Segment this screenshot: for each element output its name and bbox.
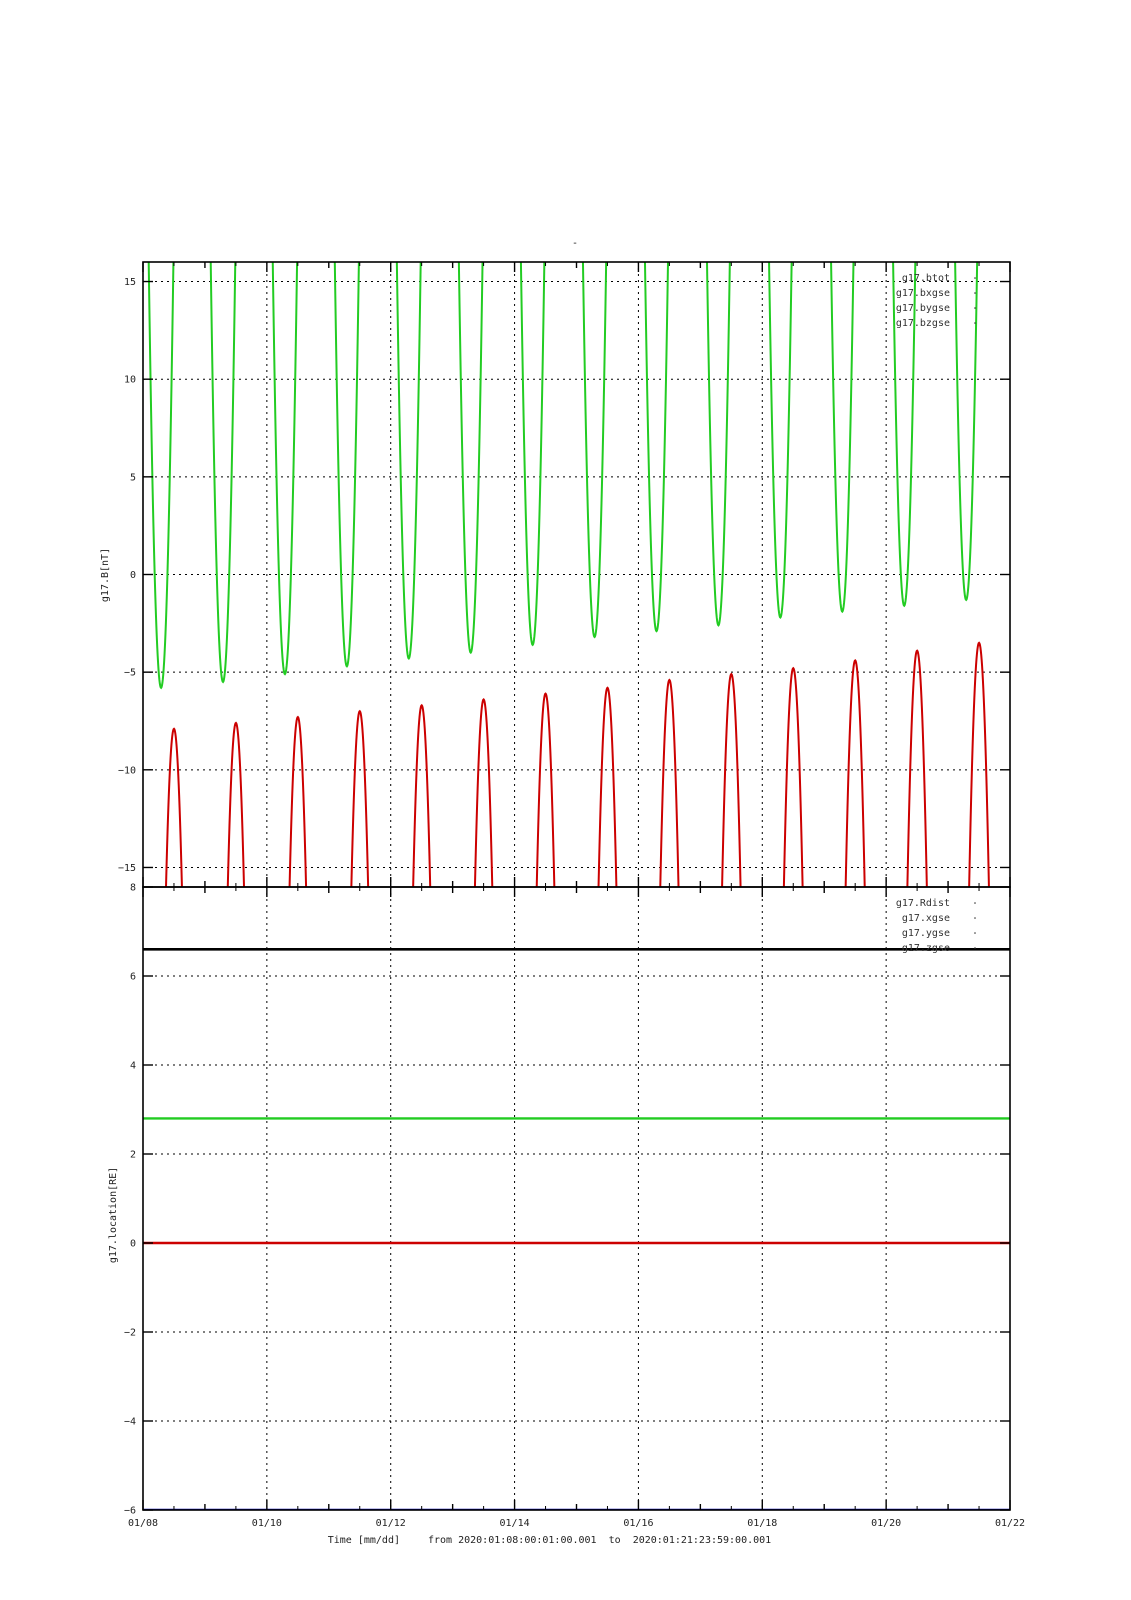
y-tick-label: 2 [129,1149,136,1161]
legend-marker [974,322,976,324]
y-tick-label: 5 [129,472,136,484]
series-line-bygse [143,242,1010,687]
y-tick-label: −4 [123,1416,136,1428]
y-tick-label: −6 [123,1505,136,1517]
time-range-text: from 2020:01:08:00:01:00.001 to 2020:01:21:23:59:00.001 [428,1535,772,1546]
legend-entry: g17.ygse [901,928,950,939]
y-tick-label: 8 [129,882,136,894]
x-tick-label: 01/12 [375,1518,406,1529]
legend-entry: g17.bzgse [895,318,950,329]
legend-marker [974,947,976,949]
y-tick-label: −2 [123,1327,136,1339]
location-panel [108,883,1010,1517]
grid-bottom [143,887,1010,1510]
x-tick-label: 01/08 [127,1518,159,1529]
legend-marker [974,917,976,919]
y-tick-label: −15 [117,862,136,874]
x-tick-label: 01/16 [623,1518,654,1529]
y-axis-label-bottom: g17.location[RE] [108,1166,119,1264]
bottom-plot-frame [143,887,1010,1510]
y-tick-label: −10 [117,765,136,777]
x-tick-label: 01/10 [251,1518,282,1529]
legend-entry: g17.xgse [901,913,950,924]
magnetic-field-panel [100,242,1010,906]
legend-bottom [896,898,976,954]
chart-title: - [571,238,579,249]
y-tick-label: −5 [123,667,136,679]
y-tick-label: 6 [129,971,136,983]
legend-marker [974,932,976,934]
x-tick-label: 01/14 [499,1518,530,1529]
x-axis-label: Time [mm/dd] [327,1535,400,1546]
series-bottom [143,949,1010,1510]
legend-marker [974,292,976,294]
legend-marker [974,902,976,904]
y-axis-label-top: g17.B[nT] [100,547,111,603]
x-tick-label: 01/22 [994,1518,1026,1529]
ticks-bottom [124,883,1010,1517]
y-tick-label: 10 [123,374,136,386]
legend-entry: g17.bxgse [895,288,950,299]
legend-marker [974,277,976,279]
legend-entry: g17.btot [901,273,950,284]
y-tick-label: 4 [129,1060,136,1072]
legend-entry: g17.Rdist [895,898,950,909]
x-tick-labels [128,1518,1025,1529]
legend-marker [974,307,976,309]
legend-entry: g17.zgse [901,943,950,954]
y-tick-label: 0 [129,1238,136,1250]
x-tick-label: 01/20 [871,1518,902,1529]
y-tick-label: 0 [129,570,136,581]
y-tick-label: 15 [123,277,136,289]
grid-top [143,262,1010,887]
x-tick-label: 01/18 [747,1518,778,1529]
legend-top [896,273,976,329]
legend-entry: g17.bygse [895,303,950,314]
